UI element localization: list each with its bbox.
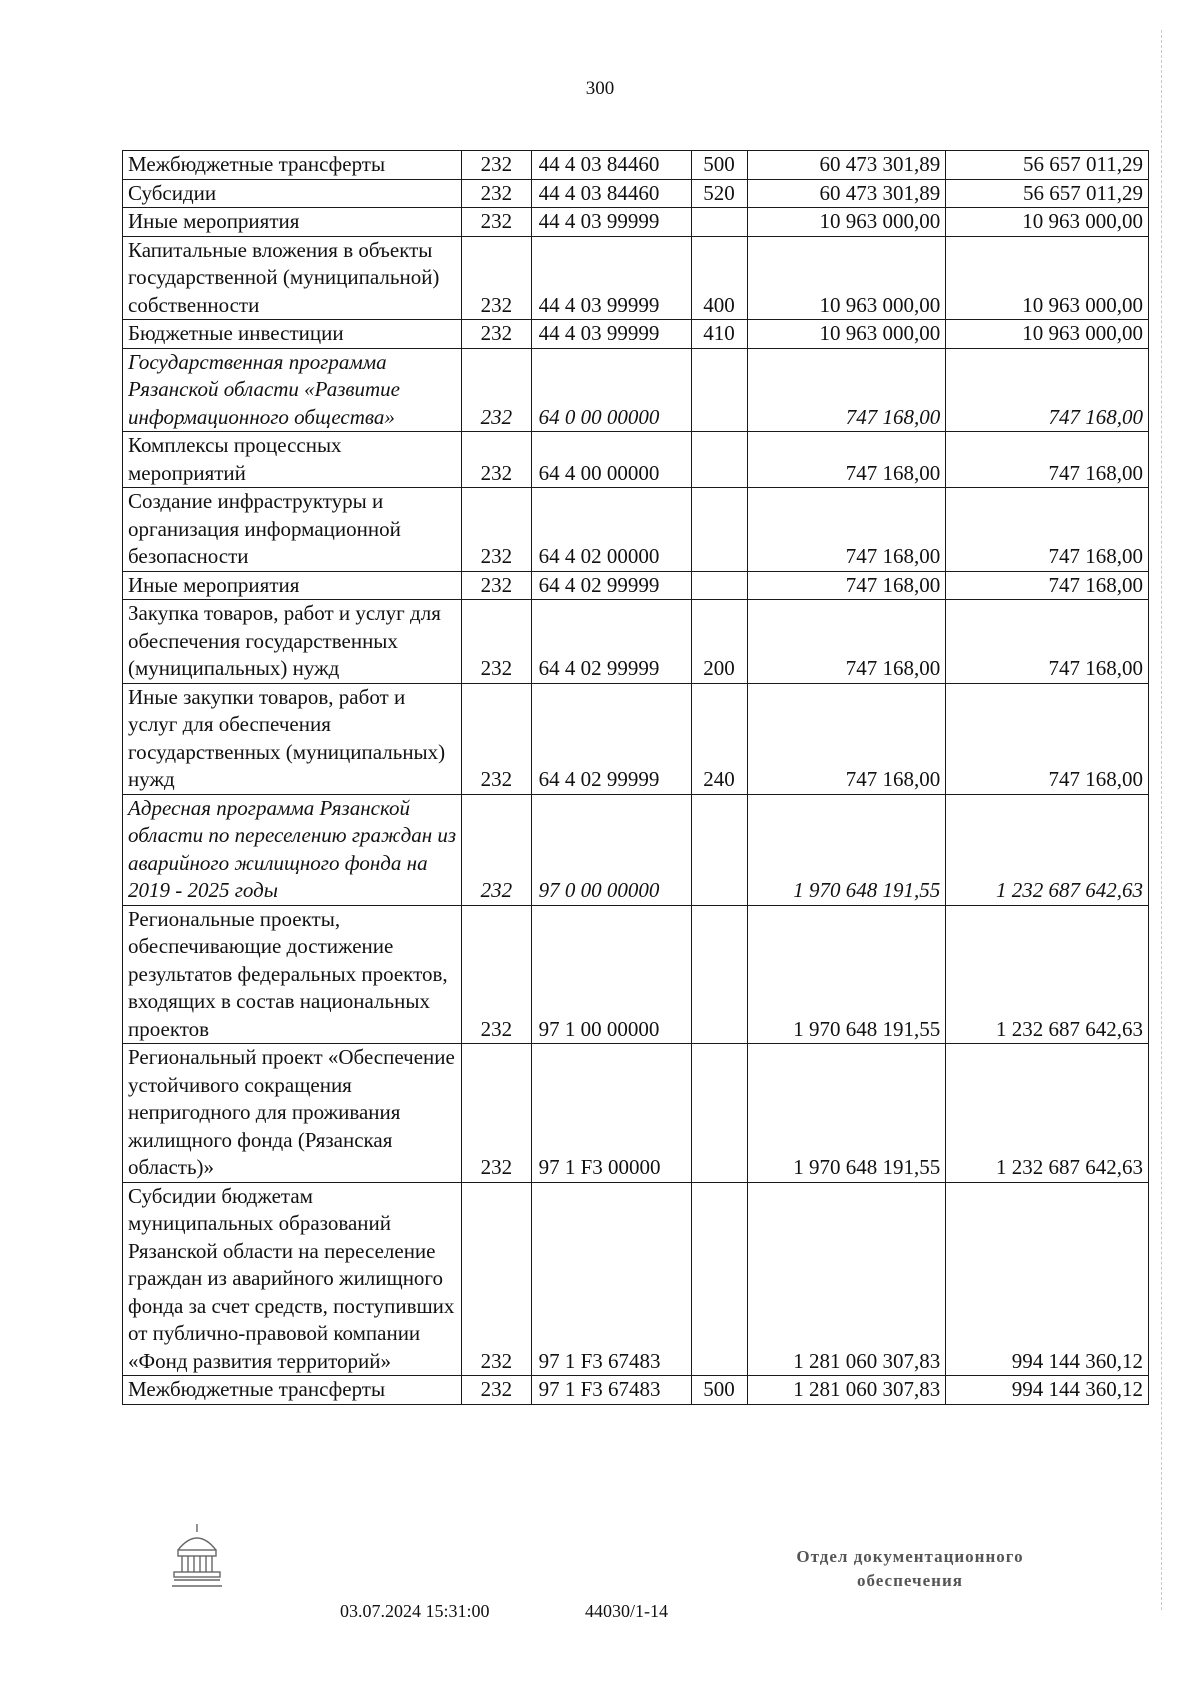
row-name: Субсидии бюджетам муниципальных образований Рязанской области на переселение граждан из аварийного жилищного фонда за счет средств, поступивших от публично-правовой компании «Фонд развития территорий» <box>123 1182 462 1376</box>
row-amount-2: 747 168,00 <box>946 348 1149 432</box>
row-csr: 97 1 F3 67483 <box>531 1182 691 1376</box>
row-amount-1: 10 963 000,00 <box>747 236 946 320</box>
table-row <box>123 571 1149 600</box>
row-vr: 520 <box>691 179 747 208</box>
table-row <box>123 151 1149 180</box>
row-amount-1: 1 970 648 191,55 <box>747 794 946 905</box>
table-row <box>123 348 1149 432</box>
row-amount-1: 10 963 000,00 <box>747 320 946 349</box>
row-amount-1: 747 168,00 <box>747 600 946 684</box>
row-amount-2: 994 144 360,12 <box>946 1182 1149 1376</box>
row-amount-2: 994 144 360,12 <box>946 1376 1149 1405</box>
row-vr: 400 <box>691 236 747 320</box>
row-vr <box>691 571 747 600</box>
row-amount-1: 1 281 060 307,83 <box>747 1376 946 1405</box>
row-code: 232 <box>462 488 531 572</box>
row-csr: 64 4 02 99999 <box>531 683 691 794</box>
row-code: 232 <box>462 683 531 794</box>
row-amount-2: 747 168,00 <box>946 488 1149 572</box>
row-code: 232 <box>462 1182 531 1376</box>
department-stamp <box>760 1545 1060 1593</box>
table-row <box>123 320 1149 349</box>
row-vr <box>691 348 747 432</box>
row-amount-1: 747 168,00 <box>747 683 946 794</box>
row-amount-2: 10 963 000,00 <box>946 208 1149 237</box>
table-row <box>123 488 1149 572</box>
page-number: 300 <box>585 78 615 99</box>
table-row <box>123 905 1149 1044</box>
budget-table <box>122 150 1149 1405</box>
row-code: 232 <box>462 600 531 684</box>
row-csr: 97 0 00 00000 <box>531 794 691 905</box>
row-code: 232 <box>462 179 531 208</box>
row-csr: 44 4 03 84460 <box>531 151 691 180</box>
row-name: Адресная программа Рязанской области по переселению граждан из аварийного жилищного фонда на 2019 - 2025 годы <box>123 794 462 905</box>
row-amount-2: 747 168,00 <box>946 571 1149 600</box>
row-amount-1: 10 963 000,00 <box>747 208 946 237</box>
row-code: 232 <box>462 905 531 1044</box>
row-code: 232 <box>462 320 531 349</box>
row-amount-2: 1 232 687 642,63 <box>946 1044 1149 1183</box>
row-csr: 44 4 03 99999 <box>531 320 691 349</box>
row-vr: 500 <box>691 1376 747 1405</box>
row-vr <box>691 432 747 488</box>
row-name: Региональный проект «Обеспечение устойчивого сокращения непригодного для проживания жилищного фонда (Рязанская область)» <box>123 1044 462 1183</box>
row-csr: 97 1 00 00000 <box>531 905 691 1044</box>
row-csr: 97 1 F3 00000 <box>531 1044 691 1183</box>
row-csr: 64 4 00 00000 <box>531 432 691 488</box>
row-vr: 240 <box>691 683 747 794</box>
row-amount-2: 56 657 011,29 <box>946 151 1149 180</box>
row-name: Закупка товаров, работ и услуг для обеспечения государственных (муниципальных) нужд <box>123 600 462 684</box>
row-vr: 410 <box>691 320 747 349</box>
row-vr: 200 <box>691 600 747 684</box>
row-csr: 64 4 02 99999 <box>531 600 691 684</box>
row-amount-1: 747 168,00 <box>747 432 946 488</box>
row-csr: 44 4 03 84460 <box>531 179 691 208</box>
row-name: Капитальные вложения в объекты государственной (муниципальной) собственности <box>123 236 462 320</box>
stamp-line-1: Отдел документационного <box>796 1547 1024 1566</box>
row-vr <box>691 1182 747 1376</box>
duma-logo <box>168 1520 226 1590</box>
row-name: Комплексы процессных мероприятий <box>123 432 462 488</box>
row-amount-2: 10 963 000,00 <box>946 236 1149 320</box>
row-vr <box>691 905 747 1044</box>
row-name: Иные закупки товаров, работ и услуг для обеспечения государственных (муниципальных) нужд <box>123 683 462 794</box>
row-amount-2: 1 232 687 642,63 <box>946 794 1149 905</box>
table-row <box>123 432 1149 488</box>
row-name: Государственная программа Рязанской области «Развитие информационного общества» <box>123 348 462 432</box>
row-amount-1: 1 970 648 191,55 <box>747 905 946 1044</box>
row-code: 232 <box>462 348 531 432</box>
row-csr: 64 0 00 00000 <box>531 348 691 432</box>
row-amount-1: 747 168,00 <box>747 571 946 600</box>
row-csr: 44 4 03 99999 <box>531 208 691 237</box>
row-name: Субсидии <box>123 179 462 208</box>
stamp-line-2: обеспечения <box>857 1571 963 1590</box>
row-amount-2: 747 168,00 <box>946 600 1149 684</box>
row-amount-2: 10 963 000,00 <box>946 320 1149 349</box>
row-amount-2: 747 168,00 <box>946 683 1149 794</box>
row-vr <box>691 208 747 237</box>
table-row <box>123 683 1149 794</box>
footer-date: 03.07.2024 15:31:00 <box>340 1601 490 1621</box>
row-csr: 97 1 F3 67483 <box>531 1376 691 1405</box>
row-vr <box>691 1044 747 1183</box>
row-name: Иные мероприятия <box>123 208 462 237</box>
row-csr: 44 4 03 99999 <box>531 236 691 320</box>
table-row <box>123 208 1149 237</box>
row-code: 232 <box>462 208 531 237</box>
row-vr <box>691 794 747 905</box>
scan-edge <box>1161 30 1170 1610</box>
row-vr <box>691 488 747 572</box>
row-csr: 64 4 02 00000 <box>531 488 691 572</box>
row-code: 232 <box>462 151 531 180</box>
row-amount-1: 1 281 060 307,83 <box>747 1182 946 1376</box>
row-name: Межбюджетные трансферты <box>123 1376 462 1405</box>
table-row <box>123 794 1149 905</box>
table-row <box>123 1376 1149 1405</box>
budget-table-body <box>123 151 1149 1405</box>
table-row <box>123 236 1149 320</box>
row-amount-1: 60 473 301,89 <box>747 179 946 208</box>
row-name: Региональные проекты, обеспечивающие достижение результатов федеральных проектов, входящих в состав национальных проектов <box>123 905 462 1044</box>
footer-doc-number: 44030/1-14 <box>585 1601 668 1621</box>
row-code: 232 <box>462 571 531 600</box>
row-amount-1: 747 168,00 <box>747 348 946 432</box>
row-code: 232 <box>462 432 531 488</box>
row-amount-2: 747 168,00 <box>946 432 1149 488</box>
row-amount-1: 1 970 648 191,55 <box>747 1044 946 1183</box>
table-row <box>123 600 1149 684</box>
table-row <box>123 179 1149 208</box>
row-code: 232 <box>462 236 531 320</box>
row-code: 232 <box>462 1044 531 1183</box>
row-code: 232 <box>462 794 531 905</box>
row-amount-1: 60 473 301,89 <box>747 151 946 180</box>
row-amount-2: 1 232 687 642,63 <box>946 905 1149 1044</box>
row-amount-2: 56 657 011,29 <box>946 179 1149 208</box>
row-vr: 500 <box>691 151 747 180</box>
table-row <box>123 1044 1149 1183</box>
row-amount-1: 747 168,00 <box>747 488 946 572</box>
row-name: Создание инфраструктуры и организация информационной безопасности <box>123 488 462 572</box>
row-name: Межбюджетные трансферты <box>123 151 462 180</box>
row-code: 232 <box>462 1376 531 1405</box>
row-csr: 64 4 02 99999 <box>531 571 691 600</box>
row-name: Иные мероприятия <box>123 571 462 600</box>
row-name: Бюджетные инвестиции <box>123 320 462 349</box>
table-row <box>123 1182 1149 1376</box>
